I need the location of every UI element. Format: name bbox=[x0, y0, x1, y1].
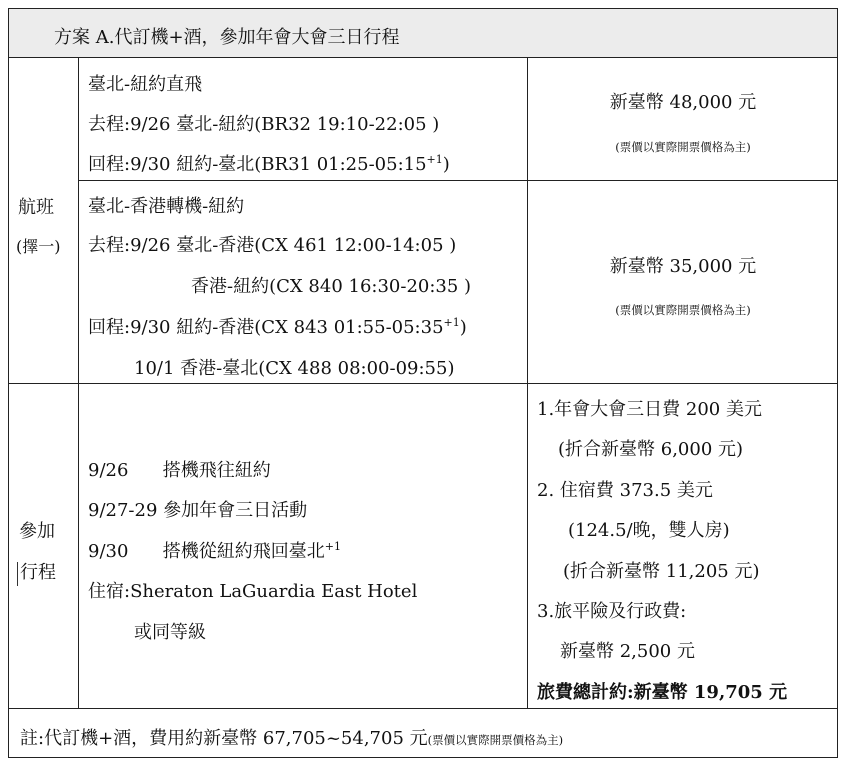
cost-line: 新臺幣 2,500 元 bbox=[560, 641, 695, 662]
hotel-alternative: 或同等級 bbox=[134, 622, 206, 643]
rule-flight-options bbox=[79, 180, 838, 181]
itinerary-item: 9/27-29 參加年會三日活動 bbox=[88, 500, 308, 521]
option2-price: 新臺幣 35,000 元 bbox=[609, 256, 757, 277]
option1-price-note: (票價以實際開票價格為主) bbox=[615, 140, 751, 154]
cost-line: 2. 住宿費 373.5 美元 bbox=[537, 480, 713, 501]
option2-outbound-leg1: 去程:9/26 臺北-香港(CX 461 12:00-14:05 ) bbox=[88, 235, 457, 256]
option2-return-leg2: 10/1 香港-臺北(CX 488 08:00-09:55) bbox=[134, 358, 455, 379]
option1-outbound: 去程:9/26 臺北-紐約(BR32 19:10-22:05 ) bbox=[88, 114, 440, 135]
itinerary-label: 參加 bbox=[19, 521, 55, 542]
cursor-mark bbox=[17, 562, 18, 586]
cost-line: 1.年會大會三日費 200 美元 bbox=[537, 399, 762, 420]
cost-line: (折合新臺幣 6,000 元) bbox=[558, 439, 744, 460]
itinerary-item: 9/26 搭機飛往紐約 bbox=[88, 460, 271, 481]
option2-outbound-leg2: 香港-紐約(CX 840 16:30-20:35 ) bbox=[191, 276, 472, 297]
page-title: 方案 A.代訂機+酒，參加年會大會三日行程 bbox=[54, 27, 400, 48]
rule-title bbox=[8, 57, 838, 58]
rule-label-col bbox=[78, 57, 79, 708]
itinerary-label-2: 行程 bbox=[20, 562, 56, 583]
option2-route: 臺北-香港轉機-紐約 bbox=[88, 196, 245, 217]
itinerary-item: 9/30 搭機從紐約飛回臺北$^{+1}$ bbox=[88, 540, 341, 562]
flight-label: 航班 bbox=[18, 197, 54, 218]
cost-line: (折合新臺幣 11,205 元) bbox=[563, 561, 760, 582]
total-cost: 旅費總計約:新臺幣 19,705 元 bbox=[537, 682, 788, 703]
rule-flight-itinerary bbox=[8, 383, 838, 384]
hotel-line: 住宿:Sheraton LaGuardia East Hotel bbox=[88, 581, 418, 602]
option1-price: 新臺幣 48,000 元 bbox=[609, 92, 757, 113]
option1-return: 回程:9/30 紐約-臺北(BR31 $01:25-05:15^{+1}$) bbox=[88, 153, 450, 175]
flight-label-choose: (擇一) bbox=[16, 237, 61, 256]
rule-footer bbox=[8, 708, 838, 709]
option2-return-leg1: 回程:9/30 紐約-香港(CX 843 $01:55-05:35^{+1}$) bbox=[88, 316, 467, 338]
cost-line: (124.5/晚，雙人房) bbox=[568, 520, 730, 541]
option1-route: 臺北-紐約直飛 bbox=[88, 74, 203, 95]
footer-note: 註:代訂機+酒，費用約新臺幣 67,705~54,705 元(票價以實際開票價格為主) bbox=[20, 728, 564, 749]
cost-line: 3.旅平險及行政費: bbox=[537, 601, 687, 622]
option2-price-note: (票價以實際開票價格為主) bbox=[615, 303, 751, 317]
